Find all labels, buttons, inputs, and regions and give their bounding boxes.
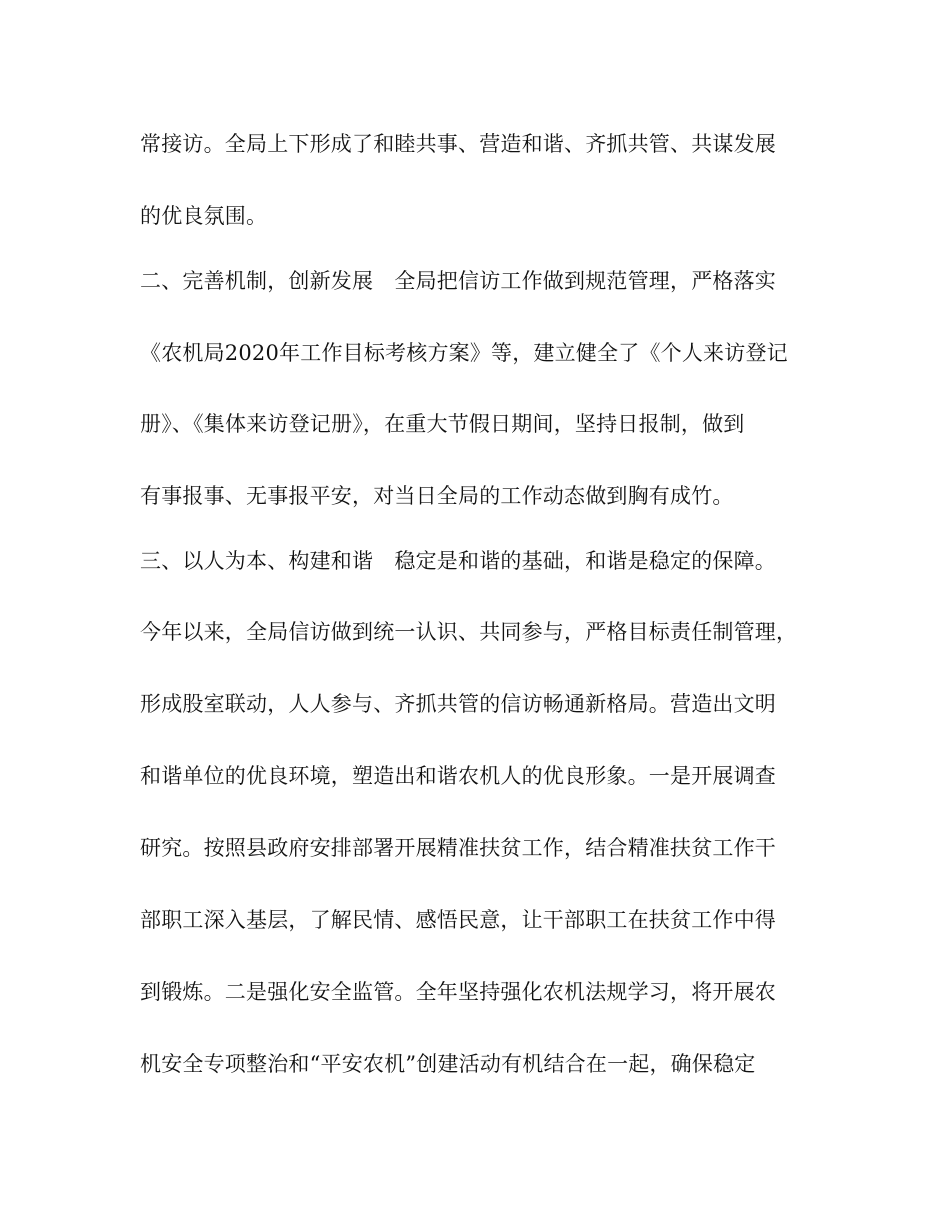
text-line: 今年以来，全局信访做到统一认识、共同参与，严格目标责任制管理， (140, 620, 798, 644)
text-line: 研究。按照县政府安排部署开展精准扶贫工作，结合精准扶贫工作干 (140, 836, 776, 860)
text-line: 形成股室联动，人人参与、齐抓共管的信访畅通新格局。营造出文明 (140, 692, 776, 716)
section-heading-line: 三、以人为本、构建和谐 稳定是和谐的基础，和谐是稳定的保障。 (140, 549, 776, 573)
text-line: 部职工深入基层，了解民情、感悟民意，让干部职工在扶贫工作中得 (140, 908, 776, 932)
text-line: 的优良氛围。 (140, 204, 268, 228)
text-line: 到锻炼。二是强化安全监管。全年坚持强化农机法规学习，将开展农 (140, 980, 776, 1004)
text-line: 《农机局2020年工作目标考核方案》等，建立健全了《个人来访登记 (140, 341, 788, 365)
text-line: 册》、《集体来访登记册》，在重大节假日期间，坚持日报制，做到 (140, 412, 745, 436)
section-heading-line: 二、完善机制，创新发展 全局把信访工作做到规范管理，严格落实 (140, 269, 776, 293)
text-line: 和谐单位的优良环境，塑造出和谐农机人的优良形象。一是开展调查 (140, 764, 776, 788)
text-line: 有事报事、无事报平安，对当日全局的工作动态做到胸有成竹。 (140, 484, 734, 508)
text-line: 常接访。全局上下形成了和睦共事、营造和谐、齐抓共管、共谋发展 (140, 132, 776, 156)
text-line: 机安全专项整治和“平安农机”创建活动有机结合在一起，确保稳定 (140, 1052, 756, 1076)
